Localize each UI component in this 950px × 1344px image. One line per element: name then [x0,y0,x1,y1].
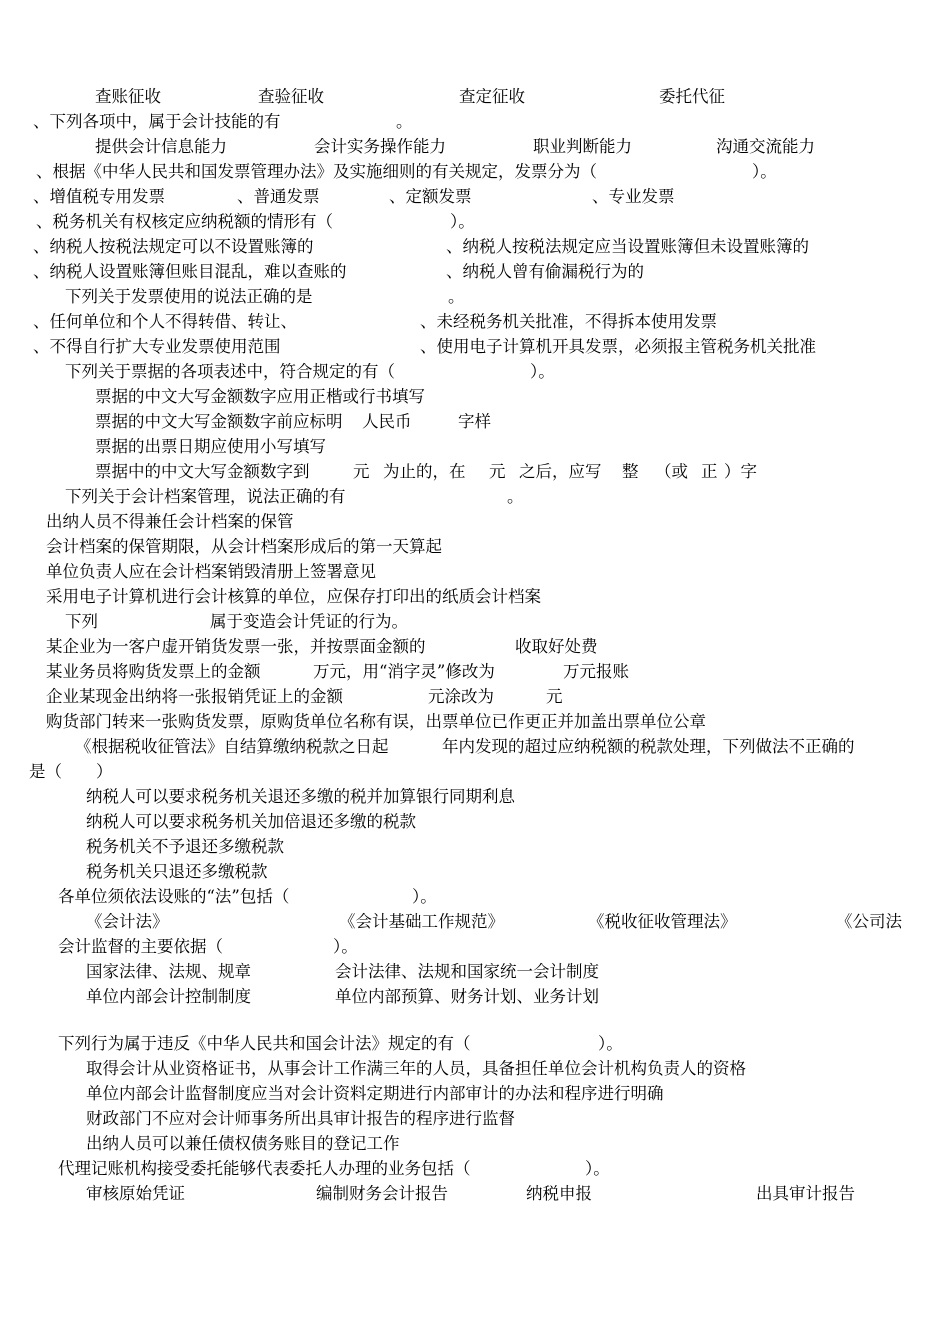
text-line [0,734,950,759]
text-line [0,834,950,859]
text-line [0,209,950,234]
option-text: 某企业为一客户虚开销货发票一张，并按票面金额的 [46,637,426,656]
option-text: 取得会计从业资格证书，从事会计工作满三年的人员，具备担任单位会计机构负责人的资格 [86,1059,746,1078]
text-line [0,584,950,609]
option-text: 《公司法 [836,912,902,931]
text-line [0,184,950,209]
option-text: 收取好处费 [515,637,598,656]
option-text: 单位内部会计监督制度应当对会计资料定期进行内部审计的办法和程序进行明确 [86,1084,664,1103]
question-text: 下列行为属于违反《中华人民共和国会计法》规定的有（ [58,1034,471,1053]
option-text: 《会计法》 [86,912,169,931]
option-text: 元 [489,462,506,481]
option-text: 提供会计信息能力 [95,137,227,156]
option-text: 正 [701,462,718,481]
text-line [0,459,950,484]
option-text: 、纳税人设置账簿但账目混乱，难以查账的 [33,262,347,281]
text-line [0,609,950,634]
option-text: 票据的中文大写金额数字应用正楷或行书填写 [95,387,425,406]
option-text: 、普通发票 [237,187,320,206]
question-text: ）。 [412,887,437,906]
option-text: 元涂改为 [428,687,494,706]
option-text: 票据的出票日期应使用小写填写 [95,437,326,456]
text-line [0,859,950,884]
option-text: 财政部门不应对会计师事务所出具审计报告的程序进行监督 [86,1109,515,1128]
option-text: 为止的，在 [383,462,466,481]
text-line [0,384,950,409]
text-line [0,84,950,109]
question-text: ）。 [450,212,475,231]
option-text: 出纳人员不得兼任会计档案的保管 [46,512,294,531]
option-text: 元 [546,687,563,706]
option-text: 、使用电子计算机开具发票，必须报主管税务机关批准 [420,337,816,356]
option-text: 纳税人可以要求税务机关退还多缴的税并加算银行同期利息 [86,787,515,806]
question-text: 年内发现的超过应纳税额的税款处理，下列做法不正确的 [442,737,855,756]
option-text: 出纳人员可以兼任债权债务账目的登记工作 [86,1134,400,1153]
option-text: 《税收征收管理法》 [588,912,737,931]
question-text: ）。 [333,937,358,956]
option-text: 出具审计报告 [756,1184,855,1203]
option-text: 、纳税人按税法规定应当设置账簿但未设置账簿的 [446,237,809,256]
option-text: ）字 [724,462,757,481]
text-line [0,659,950,684]
text-line [0,784,950,809]
question-text: ）。 [752,162,777,181]
option-text: 职业判断能力 [533,137,632,156]
question-text: 、税务机关有权核定应纳税额的情形有（ [36,212,333,231]
text-line [0,284,950,309]
text-line [0,359,950,384]
option-text: 票据中的中文大写金额数字到 [95,462,310,481]
text-line [0,334,950,359]
option-text: 税务机关不予退还多缴税款 [86,837,284,856]
text-line [0,159,950,184]
question-text: 属于变造会计凭证的行为。 [210,612,408,631]
option-text: 字样 [458,412,491,431]
text-line [0,234,950,259]
text-line [0,1056,950,1081]
text-line [0,984,950,1009]
text-line [0,709,950,734]
text-line [0,1131,950,1156]
question-text: 。 [396,112,413,131]
option-text: 、任何单位和个人不得转借、转让、 [33,312,297,331]
option-text: 编制财务会计报告 [316,1184,448,1203]
text-line [0,259,950,284]
option-text: 审核原始凭证 [86,1184,185,1203]
option-text: 票据的中文大写金额数字前应标明 [95,412,343,431]
text-line [0,959,950,984]
question-text: 。 [448,287,465,306]
question-text: 下列关于会计档案管理，说法正确的有 [65,487,346,506]
text-line [0,1181,950,1206]
option-text: 企业某现金出纳将一张报销凭证上的金额 [46,687,343,706]
question-text: 会计监督的主要依据（ [58,937,223,956]
option-text: 税务机关只退还多缴税款 [86,862,268,881]
text-line [0,1031,950,1056]
option-text: 会计档案的保管期限，从会计档案形成后的第一天算起 [46,537,442,556]
text-line [0,684,950,709]
option-text: 查验征收 [258,87,324,106]
text-line [0,809,950,834]
option-text: 、增值税专用发票 [33,187,165,206]
option-text: 、未经税务机关批准，不得拆本使用发票 [420,312,717,331]
question-text: 各单位须依法设账的“法”包括（ [58,887,290,906]
option-text: 、纳税人曾有偷漏税行为的 [446,262,644,281]
option-text: 购货部门转来一张购货发票，原购货单位名称有误，出票单位已作更正并加盖出票单位公章 [46,712,706,731]
text-line [0,884,950,909]
text-line [0,484,950,509]
text-line [0,909,950,934]
text-line [0,434,950,459]
question-text: ）。 [585,1159,610,1178]
text-line [0,634,950,659]
option-text: 纳税申报 [526,1184,592,1203]
option-text: 元 [353,462,370,481]
option-text: 整 [622,462,639,481]
question-text: 。 [507,487,524,506]
option-text: 会计实务操作能力 [314,137,446,156]
option-text: 会计法律、法规和国家统一会计制度 [335,962,599,981]
option-text: 人民币 [362,412,412,431]
question-text: 是（ [29,762,62,781]
question-text: 代理记账机构接受委托能够代表委托人办理的业务包括（ [58,1159,471,1178]
option-text: 某业务员将购货发票上的金额 [46,662,261,681]
text-line [0,309,950,334]
text-line [0,409,950,434]
text-line [0,1106,950,1131]
option-text: 单位内部会计控制制度 [86,987,251,1006]
option-text: 采用电子计算机进行会计核算的单位，应保存打印出的纸质会计档案 [46,587,541,606]
text-line [0,934,950,959]
option-text: 、不得自行扩大专业发票使用范围 [33,337,281,356]
option-text: 万元报账 [563,662,629,681]
question-text: ）。 [598,1034,623,1053]
option-text: （或 [655,462,688,481]
option-text: 之后，应写 [519,462,602,481]
option-text: 查账征收 [95,87,161,106]
text-line [0,1081,950,1106]
option-text: 万元，用“消字灵”修改为 [313,662,495,681]
option-text: 、专业发票 [592,187,675,206]
option-text: 单位内部预算、财务计划、业务计划 [335,987,599,1006]
text-line [0,509,950,534]
option-text: 国家法律、法规、规章 [86,962,251,981]
text-line [0,534,950,559]
question-text: 下列关于发票使用的说法正确的是 [65,287,313,306]
text-line [0,559,950,584]
option-text: 《会计基础工作规范》 [339,912,504,931]
question-text: 下列关于票据的各项表述中，符合规定的有（ [65,362,395,381]
question-text: ） [96,762,113,781]
option-text: 查定征收 [459,87,525,106]
option-text: 、定额发票 [389,187,472,206]
option-text: 单位负责人应在会计档案销毁清册上签署意见 [46,562,376,581]
question-text: 、根据《中华人民共和国发票管理办法》及实施细则的有关规定，发票分为（ [36,162,597,181]
option-text: 纳税人可以要求税务机关加倍退还多缴的税款 [86,812,416,831]
text-line [0,759,950,784]
question-text: ）。 [530,362,555,381]
question-text: 下列 [65,612,98,631]
text-line [0,1156,950,1181]
option-text: 、纳税人按税法规定可以不设置账簿的 [33,237,314,256]
text-line [0,109,950,134]
option-text: 委托代征 [659,87,725,106]
text-line [0,134,950,159]
question-text: 《根据税收征管法》自结算缴纳税款之日起 [75,737,389,756]
option-text: 沟通交流能力 [716,137,815,156]
question-text: 、下列各项中，属于会计技能的有 [33,112,281,131]
